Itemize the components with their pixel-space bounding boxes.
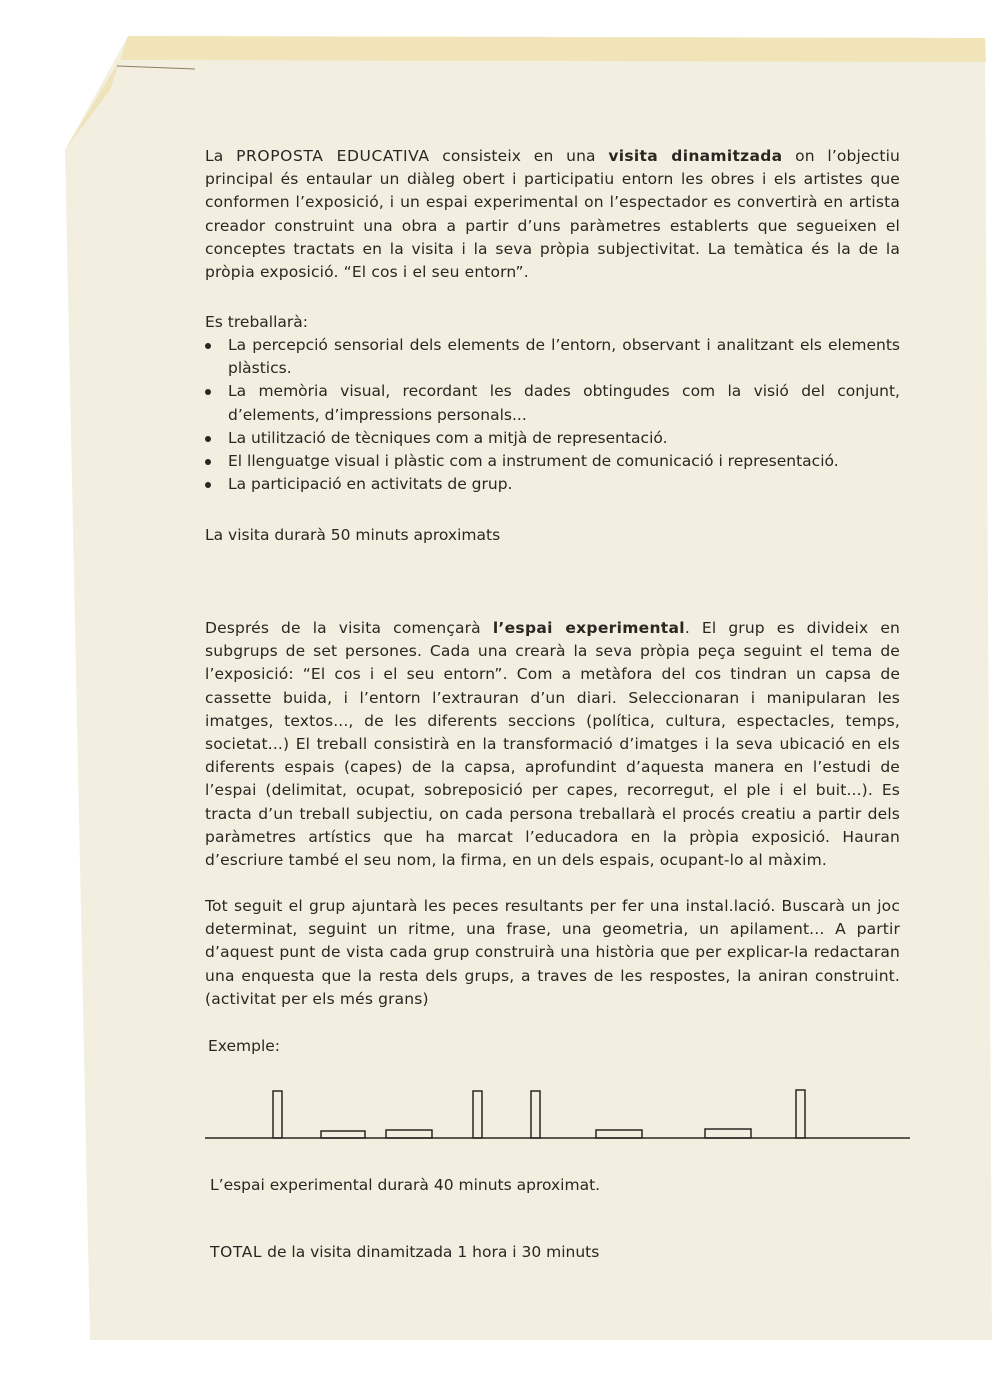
installation-paragraph: Tot seguit el grup ajuntarà les peces resultants per fer una instal.lació. Buscarà un joc determinat, seguint un ritme, una frase, una geometria, un apilament... A partir d’aquest punt de vista cada grup construirà una història que per explicar-la redactaran una enquesta que la resta dels grups, a traves de les respostes, la aniran construint. (activitat per els més grans) [205, 897, 900, 1008]
horizontal-cassette [321, 1131, 365, 1138]
work-list-item: El llenguatge visual i plàstic com a instrument de comunicació i representació. [205, 450, 900, 473]
example-label: Exemple: [208, 1037, 281, 1055]
visit-duration: La visita durarà 50 minuts aproximats [205, 526, 501, 544]
proposal-title: PROPOSTA EDUCATIVA [236, 147, 430, 165]
bullet-icon [205, 482, 211, 488]
work-list-item: La percepció sensorial dels elements de l’entorn, observant i analitzant els elements plàstics. [205, 334, 900, 380]
experimental-duration: L’espai experimental durarà 40 minuts aproximat. [210, 1176, 601, 1194]
intro-paragraph: La PROPOSTA EDUCATIVA consisteix en una visita dinamitzada on l’objectiu principal és entaular un diàleg obert i participatiu entorn les obres i els artistes que conformen l’exposició, i un espai experimental on l’espectador es convertirà en artista creador construint una obra a partir d’uns paràmetres establerts que segueixen el conceptes tractats en la visita i la seva pròpia subjectivitat. La temàtica és la de la pròpia exposició. “El cos i el seu entorn”. [205, 147, 900, 282]
total-text: de la visita dinamitzada 1 hora i 30 minuts [262, 1243, 600, 1261]
espai-experimental-term: l’espai experimental [492, 619, 685, 637]
example-diagram [205, 1088, 915, 1144]
visita-dinamitzada-term: visita dinamitzada [608, 147, 783, 165]
bullet-icon [205, 343, 211, 349]
bullet-icon [205, 459, 211, 465]
work-list-item: La memòria visual, recordant les dades obtingudes com la visió del conjunt, d’elements, d’impressions personals... [205, 380, 900, 426]
vertical-cassette [796, 1090, 805, 1138]
horizontal-cassette [596, 1130, 642, 1138]
vertical-cassette [473, 1091, 482, 1138]
bullet-icon [205, 436, 211, 442]
bullet-icon [205, 389, 211, 395]
total-label: TOTAL [210, 1243, 263, 1261]
work-heading: Es treballarà: [205, 313, 308, 331]
work-list-item: La utilització de tècniques com a mitjà de representació. [205, 427, 900, 450]
total-duration [210, 1241, 599, 1264]
work-list-item: La participació en activitats de grup. [205, 473, 900, 496]
vertical-cassette [273, 1091, 282, 1138]
horizontal-cassette [386, 1130, 432, 1138]
horizontal-cassette [705, 1129, 751, 1138]
experimental-paragraph: Després de la visita començarà l’espai experimental. El grup es divideix en subgrups de set persones. Cada una crearà la seva pròpia peça seguint el tema de l’exposició: “El cos i el seu entorn”. Com a metàfora del cos tindran un capsa de cassette buida, i l’entorn l’extrauran d’un diari. Seleccionaran i manipularan les imatges, textos..., de les diferents seccions (política, cultura, espectacles, temps, societat...) El treball consistirà en la transformació d’imatges i la seva ubicació en els diferents espais (capes) de la capsa, aprofundint d’aquesta manera en l’estudi de l’espai (delimitat, ocupat, sobreposició per capes, recorregut, el ple i el buit...). Es tracta d’un treball subjectiu, on cada persona treballarà el procés creatiu a partir dels paràmetres artístics que ha marcat l’educadora en la pròpia exposició. Hauran d’escriure també el seu nom, la firma, en un dels espais, ocupant-lo al màxim. [205, 619, 900, 870]
vertical-cassette [531, 1091, 540, 1138]
work-list [205, 334, 900, 496]
